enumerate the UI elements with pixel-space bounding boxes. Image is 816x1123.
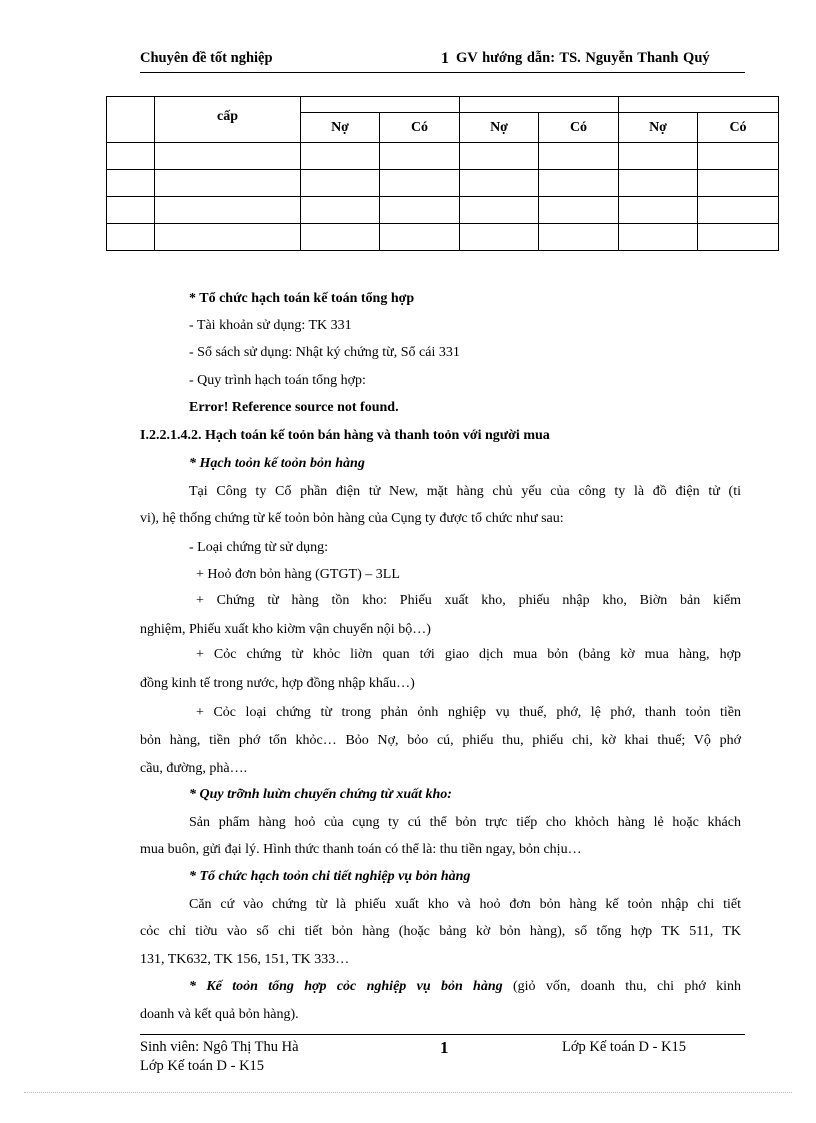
table-subheader-no: Nợ: [460, 113, 539, 143]
paragraph-line: cầu, đường, phà….: [140, 761, 248, 776]
paragraph-line: + Cỏc chứng từ khỏc liờn quan tới giao dịch mua bỏn (bảng kờ mua hàng, hợp: [196, 647, 741, 662]
paragraph-line: Sản phẩm hàng hoỏ của cụng ty cú thể bỏn trực tiếp cho khỏch hàng lẻ hoặc khách: [189, 815, 741, 830]
paragraph-line: doanh và kết quả bỏn hàng).: [140, 1007, 299, 1022]
heading-to-chuc: * Tổ chức hạch toán kế toán tổng hợp: [189, 291, 415, 306]
header-page-number: 1: [441, 50, 449, 67]
paragraph-line: nghiệm, Phiếu xuất kho kiờm vận chuyển nội bộ…): [140, 622, 431, 637]
item-hoa-don: + Hoỏ đơn bỏn hàng (GTGT) – 3LL: [196, 567, 400, 582]
table-group-header: [460, 97, 619, 113]
table-subheader-no: Nợ: [619, 113, 698, 143]
subheading-tong-hop: * Kế toỏn tổng hợp cỏc nghiệp vụ bỏn hàng: [189, 979, 503, 994]
section-heading: I.2.2.1.4.2. Hạch toán kế toỏn bán hàng và thanh toỏn với người mua: [140, 428, 550, 443]
paragraph-line: Căn cứ vào chứng từ là phiếu xuất kho và hoỏ đơn bỏn hàng kế toỏn nhập chi tiết: [189, 897, 741, 912]
paragraph-line: + Chứng từ hàng tồn kho: Phiếu xuất kho, phiếu nhập kho, Biờn bản kiểm: [196, 593, 741, 608]
footer-class-right: Lớp Kế toán D - K15: [562, 1039, 687, 1055]
paragraph-line: vi), hệ thống chứng từ kế toỏn bỏn hàng của Cụng ty được tổ chức như sau:: [140, 511, 564, 526]
table-subheader-co: Có: [380, 113, 460, 143]
table-header-row: [107, 97, 779, 113]
line-tai-khoan: - Tài khoản sử dụng: TK 331: [189, 318, 352, 333]
table-group-header: [619, 97, 779, 113]
subheading-hach-toan: * Hạch toỏn kế toỏn bỏn hàng: [189, 456, 365, 471]
paragraph-line: Tại Công ty Cổ phần điện tử New, mặt hàng chủ yếu của công ty là đồ điện tử (ti: [189, 484, 741, 499]
paragraph-line: bỏn hàng, tiền phớ tổn khỏc… Bỏo Nợ, bỏo cú, phiếu thu, phiếu chi, kờ khai thuế; Vộ phớ: [140, 733, 741, 748]
paragraph-line: 131, TK632, TK 156, 151, TK 333…: [140, 952, 350, 967]
footer-rule: [140, 1034, 745, 1035]
subheading-chi-tiet: * Tổ chức hạch toỏn chi tiết nghiệp vụ bỏn hàng: [189, 869, 471, 884]
paragraph-line: * Kế toỏn tổng hợp cỏc nghiệp vụ bỏn hàng (giỏ vốn, doanh thu, chi phớ kinh: [189, 979, 741, 994]
line-so-sach: - Sổ sách sử dụng: Nhật ký chứng từ, Sổ cái 331: [189, 345, 460, 360]
footer-class-left: Lớp Kế toán D - K15: [140, 1058, 265, 1074]
footer-student: Sinh viên: Ngô Thị Thu Hà: [140, 1039, 299, 1055]
table-group-header: [301, 97, 460, 113]
table-row: [107, 143, 779, 170]
page-bottom-rule: [24, 1092, 792, 1093]
line-quy-trinh: - Quy trình hạch toán tổng hợp:: [189, 373, 366, 388]
table-row: [107, 197, 779, 224]
line-loai-chung-tu: - Loại chứng từ sử dụng:: [189, 540, 329, 555]
table-row: [107, 170, 779, 197]
table-subheader-co: Có: [539, 113, 619, 143]
subheading-quy-trinh: * Quy trỡnh luừn chuyển chứng từ xuất kho:: [189, 787, 452, 802]
paragraph-line: + Cỏc loại chứng từ trong phản ỏnh nghiệp vụ thuế, phớ, lệ phớ, thanh toỏn tiền: [196, 705, 741, 720]
paragraph-line: mua buôn, gửi đại lý. Hình thức thanh toán có thể là: thu tiền ngay, bỏn chịu…: [140, 842, 582, 857]
table-header-cap: cấp: [155, 97, 301, 143]
paragraph-line: đồng kinh tế trong nước, hợp đồng nhập khẩu…): [140, 676, 415, 691]
table-row: [107, 224, 779, 251]
error-reference: Error! Reference source not found.: [189, 400, 399, 415]
table-subheader-no: Nợ: [301, 113, 380, 143]
footer-page-number: 1: [440, 1038, 449, 1057]
header-advisor: GV hướng dẫn: TS. Nguyễn Thanh Quý: [456, 50, 710, 66]
table-subheader-co: Có: [698, 113, 779, 143]
ledger-table: [106, 96, 779, 251]
table-cell: [107, 97, 155, 143]
header-rule: [140, 72, 745, 73]
paragraph-line: cỏc chỉ tiờu vào sổ chi tiết bỏn hàng (hoặc bảng kờ bỏn hàng), sổ tổng hợp TK 511, TK: [140, 924, 741, 939]
header-title: Chuyên đề tốt nghiệp: [140, 50, 273, 66]
